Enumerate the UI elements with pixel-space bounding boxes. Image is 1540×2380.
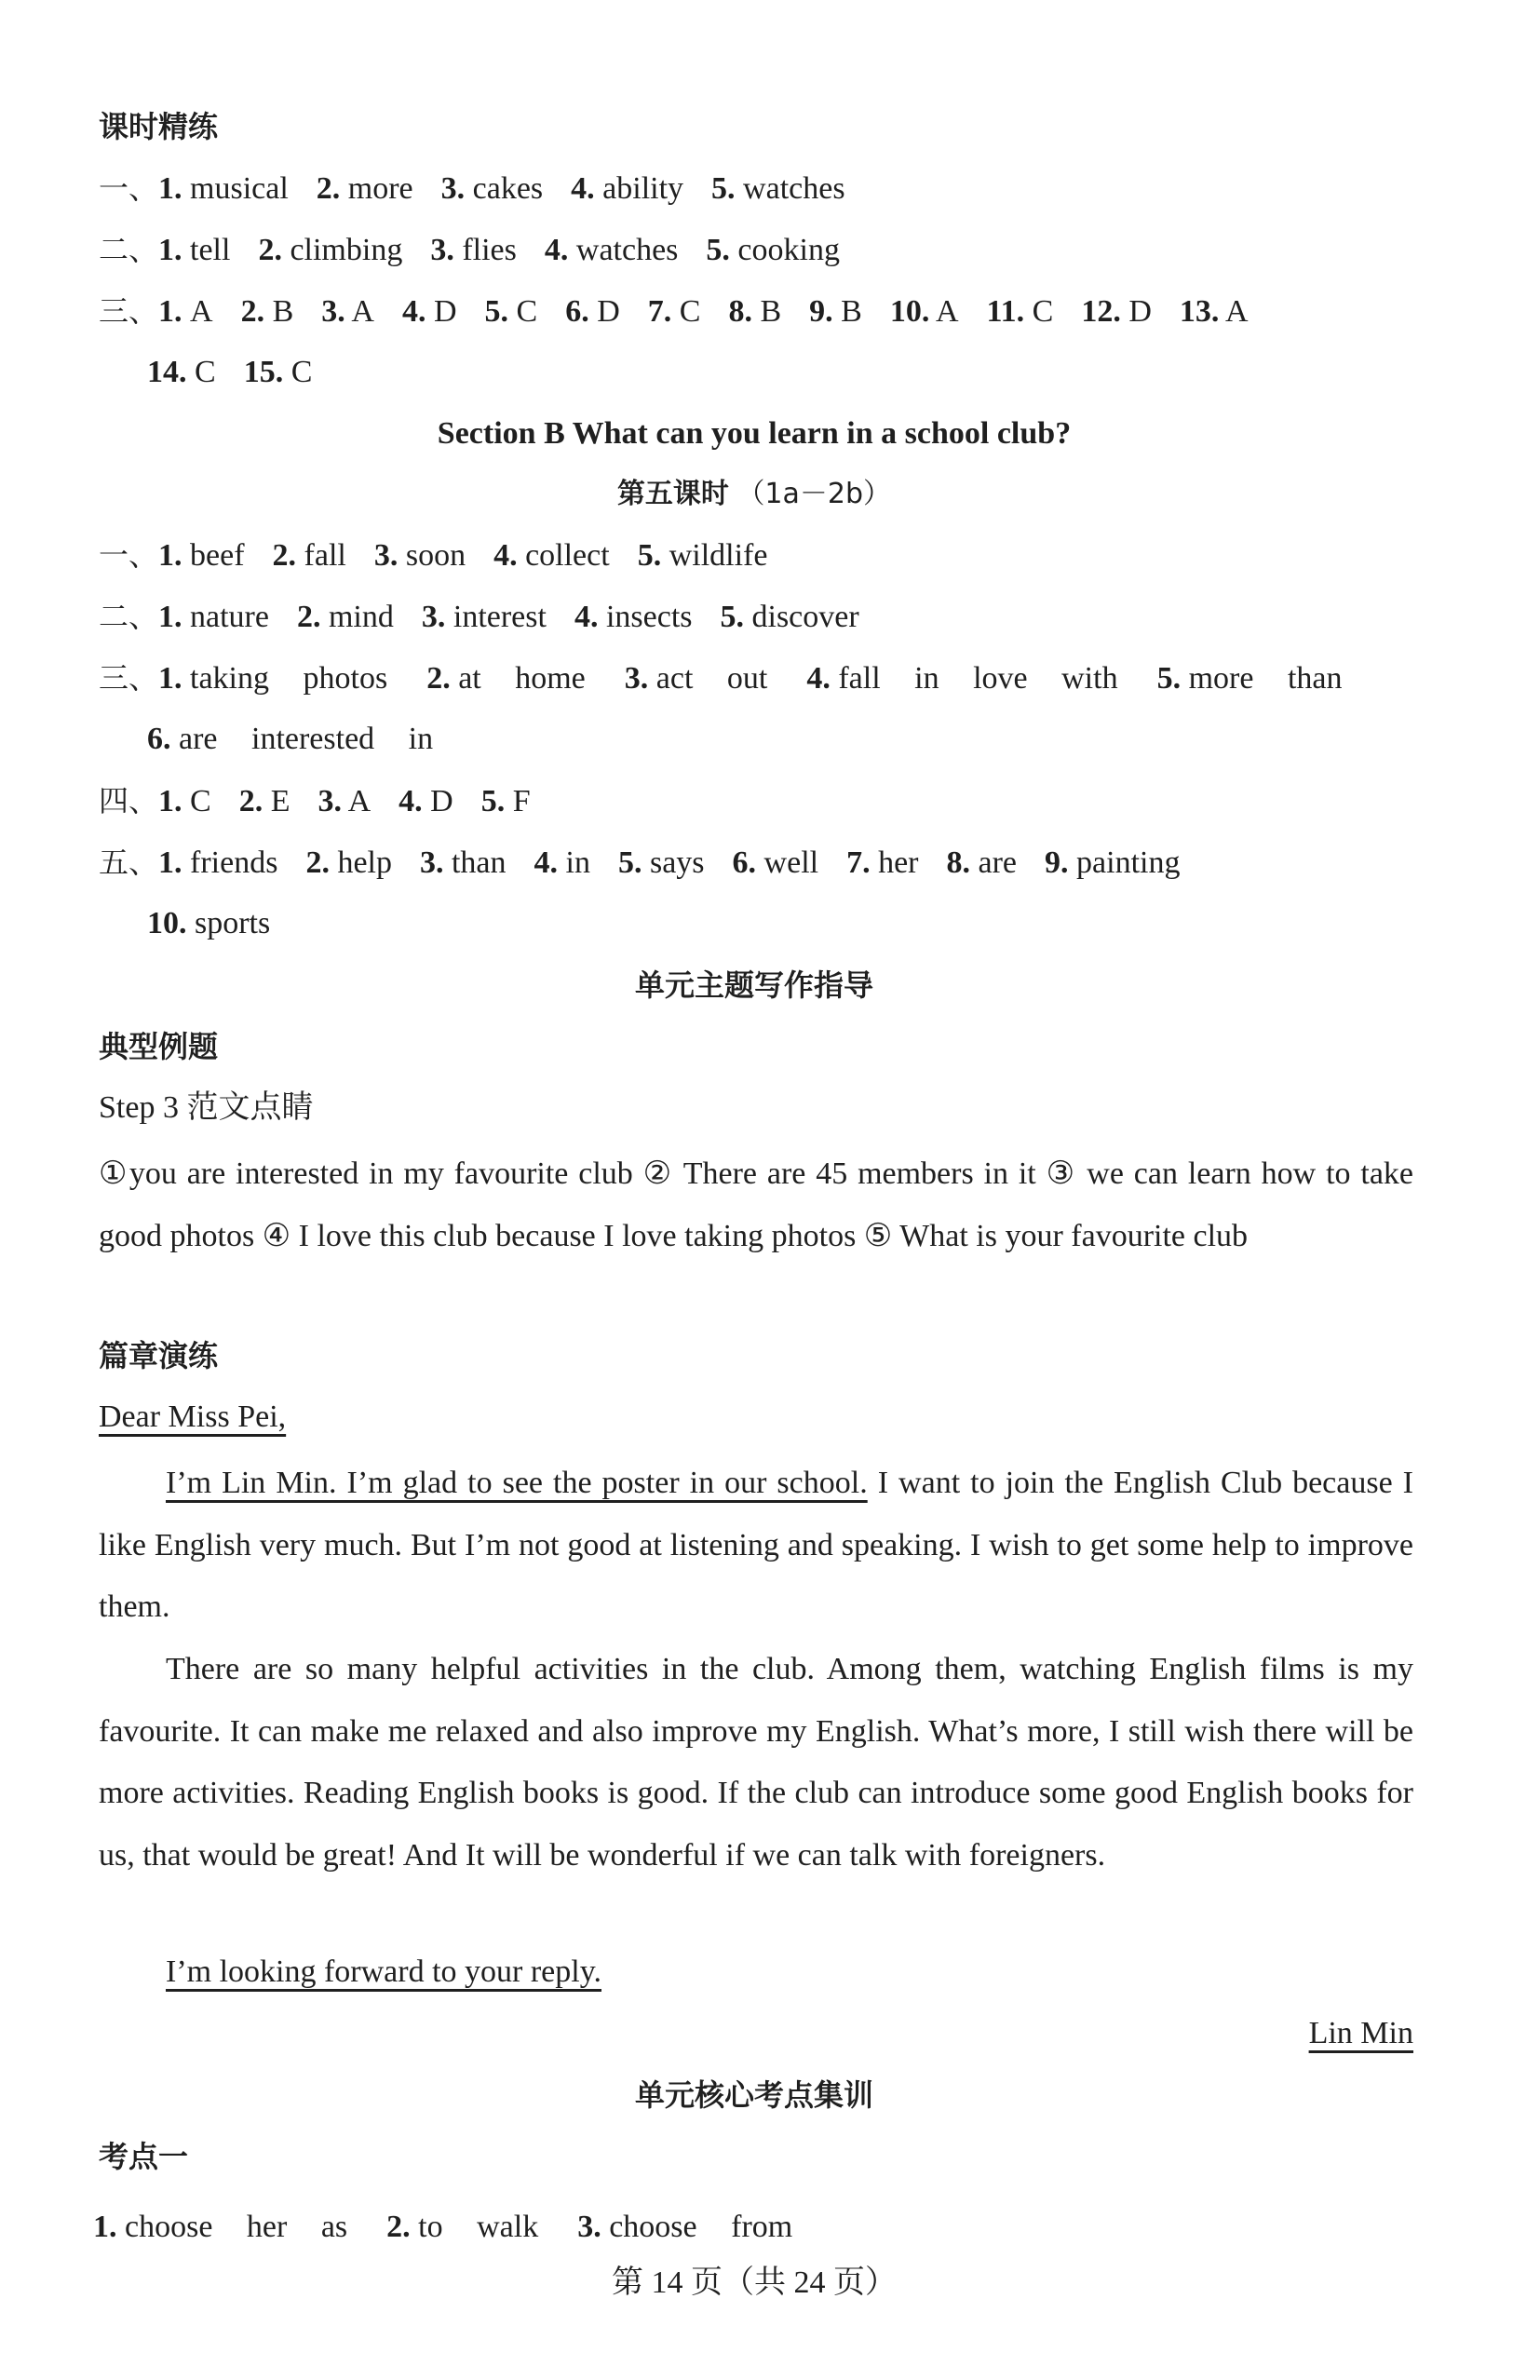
letter-greeting [99,1397,286,1438]
kaodian-title: 考点一 [99,2139,189,2174]
answer-value: act out [655,661,768,696]
letter-signature-text: Lin Min [1308,2016,1413,2050]
answer-value: climbing [290,233,403,267]
answer-item [890,294,959,329]
lesson-title: 第五课时 [616,478,729,510]
answer-value: watches [743,171,845,206]
answer-item [430,233,517,267]
practice-row-3 [99,291,1277,332]
answer-item [244,355,313,389]
answer-item [485,294,538,329]
answer-number: 4. [571,171,595,206]
answer-number: 14. [147,355,187,389]
answer-number: 13. [1179,294,1220,329]
answer-item [638,538,768,573]
answer-number: 1. [158,171,182,206]
answer-number: 2. [296,600,321,634]
answer-item [806,661,1117,696]
answer-item [728,294,781,329]
answer-item [321,294,374,329]
letter-p1-rest: I want to join the English Club because I like English very much. But I’m not good at listening and speaking. I wish to get some help to improve them. [99,1466,1413,1624]
answer-number: 2. [258,233,282,267]
answer-item [1045,845,1180,880]
answer-value: A [190,294,213,329]
answer-item [648,294,701,329]
answer-item [374,538,466,573]
answer-value: nature [190,600,269,634]
answer-number: 3. [624,661,649,696]
row-label: 一、 [99,537,159,573]
letter-signature [1309,2013,1413,2054]
answer-number: 2. [240,294,265,329]
answer-number: 10. [147,906,187,940]
answer-number: 9. [1045,845,1069,880]
answer-value: watches [575,233,679,267]
row-label: 五、 [99,845,159,880]
answer-value: collect [525,538,610,573]
answer-value: cakes [472,171,544,206]
answer-number: 1. [158,661,182,696]
answer-item [846,845,918,880]
answer-item [147,722,433,756]
answer-value: fall in love with [838,661,1118,696]
answer-value: D [597,294,620,329]
practice-row-2 [99,229,868,271]
practice-row-1 [99,168,873,210]
answer-item [158,538,245,573]
answer-number: 2. [316,171,341,206]
answer-item [625,661,768,696]
answer-item [93,2210,347,2244]
answer-item [1157,661,1343,696]
answer-number: 3. [577,2210,601,2244]
answer-item [574,600,693,634]
answer-item [158,600,269,634]
answer-number: 2. [305,845,330,880]
answer-value: B [760,294,782,329]
answer-number: 5. [720,600,744,634]
answer-item [147,355,216,389]
answer-value: painting [1076,845,1181,880]
answer-number: 1. [158,538,182,573]
answer-value: A [351,294,374,329]
answer-value: says [649,845,705,880]
answer-value: C [195,355,216,389]
answer-value: taking photos [190,661,388,696]
answer-number: 3. [419,845,444,880]
core-title: 单元核心考点集训 [634,2077,873,2113]
practice-row-3-cont [147,352,340,393]
answer-item [158,294,213,329]
answer-number: 4. [544,233,569,267]
answer-number: 6. [565,294,589,329]
row-label: 二、 [99,599,159,634]
letter-paragraph-2: There are so many helpful activities in the club. Among them, watching English films is my favourite. It can make me relaxed and also improve my English. What’s more, I still wish there will be more activities. Reading English books is good. If the club can introduce some good English books for us, that would be great! And It will be wonderful if we can talk with foreigners. [99,1652,1413,1873]
answer-value: more [347,171,413,206]
letter-paragraph-1 [99,1453,1413,1639]
answer-number: 7. [647,294,672,329]
answer-item [158,784,211,818]
row-label: 三、 [99,660,159,696]
answer-number: 1. [158,845,182,880]
answer-item [721,600,859,634]
page-footer: 第 14 页（共 24 页） [612,2265,897,2300]
answer-value: are interested in [179,722,434,756]
answer-number: 6. [147,722,171,756]
lesson-row-3 [99,657,1382,699]
answer-value: mind [328,600,394,634]
answer-value: than [451,845,507,880]
answer-item [305,845,392,880]
section-b-title: Section B What can you learn in a school club? [437,416,1072,451]
answer-value: A [347,784,371,818]
answer-value: insects [605,600,693,634]
answer-item [386,2210,538,2244]
step-label: Step 3 范文点睛 [99,1090,314,1125]
answer-value: help [337,845,392,880]
answer-item [239,784,290,818]
lesson-row-1 [99,534,795,576]
answer-value: flies [462,233,517,267]
answer-item [987,294,1054,329]
answer-item [317,784,371,818]
lesson-row-5 [99,842,1208,884]
answer-item [297,600,394,634]
answer-value: soon [405,538,466,573]
answer-value: are [978,845,1018,880]
answer-value: choose her as [125,2210,348,2244]
letter-p1-underlined: I’m Lin Min. I’m glad to see the poster in our school. [166,1466,868,1500]
answer-value: at home [458,661,586,696]
answer-value: C [290,355,313,389]
answer-number: 2. [426,661,451,696]
answer-item [809,294,862,329]
answer-number: 15. [243,355,284,389]
answer-value: D [430,784,453,818]
answer-item [571,171,683,206]
answer-item [258,233,402,267]
answer-value: more than [1188,661,1343,696]
answer-number: 3. [321,294,345,329]
answer-item [947,845,1018,880]
answer-number: 5. [706,233,730,267]
lesson-heading [0,473,1508,515]
answer-item [733,845,819,880]
answer-item [402,294,457,329]
letter-greeting-text: Dear Miss Pei, [99,1400,287,1434]
answer-item [534,845,590,880]
answer-number: 3. [440,171,466,206]
answer-number: 1. [158,294,182,329]
answer-item [422,600,547,634]
answer-value: A [1225,294,1249,329]
answer-number: 1. [158,233,182,267]
answer-value: friends [190,845,278,880]
answer-item [158,845,277,880]
lesson-row-2 [99,596,887,638]
answer-value: ability [602,171,684,206]
letter-closing [166,1952,601,1993]
answer-value: C [190,784,211,818]
answer-number: 1. [158,784,182,818]
answer-number: 9. [809,294,833,329]
answer-number: 2. [386,2210,411,2244]
answer-item [711,171,845,206]
answer-value: C [679,294,701,329]
answer-number: 4. [534,845,559,880]
answer-value: E [270,784,290,818]
practice-title: 课时精练 [99,109,219,144]
answer-value: interest [453,600,547,634]
answer-item [147,906,270,940]
answer-number: 8. [946,845,971,880]
answer-item [493,538,610,573]
answer-value: D [1128,294,1152,329]
answer-item [317,171,413,206]
answer-item [158,661,387,696]
answer-value: well [763,845,819,880]
answer-number: 5. [711,171,736,206]
lesson-row-4 [99,780,559,822]
row-label: 二、 [99,232,159,267]
answer-number: 3. [421,600,446,634]
answer-item [420,845,507,880]
answer-value: beef [190,538,245,573]
answer-value: B [841,294,862,329]
answer-number: 3. [430,233,454,267]
answer-number: 10. [889,294,930,329]
answer-value: B [272,294,294,329]
answer-value: to walk [418,2210,539,2244]
answer-value: her [878,845,919,880]
answer-number: 12. [1081,294,1121,329]
answer-number: 1. [158,600,182,634]
answer-value: C [1032,294,1054,329]
answer-item [1081,294,1152,329]
answer-item [618,845,705,880]
row-label: 三、 [99,293,159,329]
answer-value: discover [751,600,859,634]
answer-value: choose from [609,2210,793,2244]
answer-item [426,661,586,696]
typical-title: 典型例题 [99,1029,219,1064]
answer-number: 11. [986,294,1025,329]
lesson-range: （1a－2b） [736,478,892,510]
answer-number: 2. [272,538,297,573]
lesson-row-5-cont [147,903,298,944]
answer-value: D [433,294,457,329]
answer-number: 4. [401,294,426,329]
writing-title: 单元主题写作指导 [634,967,873,1003]
chapter-title: 篇章演练 [99,1338,219,1373]
answer-number: 5. [637,538,662,573]
answer-number: 4. [399,784,423,818]
answer-number: 4. [806,661,831,696]
answer-number: 5. [1156,661,1182,696]
answer-item [577,2210,792,2244]
answer-number: 6. [732,845,757,880]
answer-item [441,171,544,206]
answer-number: 5. [617,845,642,880]
answer-item [1180,294,1249,329]
answer-value: fall [304,538,346,573]
answer-value: wildlife [669,538,768,573]
answer-number: 1. [93,2210,117,2244]
answer-item [241,294,294,329]
answer-value: sports [195,906,271,940]
answer-value: F [512,784,531,818]
answer-number: 4. [574,600,599,634]
kaodian-row [93,2207,831,2248]
step-answers: ①you are interested in my favourite club ② There are 45 members in it ③ we can learn how to take good photos ④ I love this club because I love taking photos ⑤ What is your favourite club [99,1156,1413,1253]
answer-value: C [516,294,538,329]
answer-number: 5. [484,294,509,329]
answer-item [706,233,840,267]
answer-item [545,233,679,267]
answer-number: 4. [493,538,518,573]
answer-value: in [565,845,590,880]
answer-number: 8. [728,294,752,329]
row-label: 四、 [99,783,159,818]
answer-number: 7. [846,845,871,880]
answer-item [273,538,346,573]
letter-closing-text: I’m looking forward to your reply. [166,1954,602,1989]
answer-value: tell [190,233,231,267]
lesson-row-3-cont [147,719,472,760]
answer-number: 3. [373,538,399,573]
answer-value: cooking [737,233,840,267]
answer-number: 3. [317,784,342,818]
answer-value: A [935,294,959,329]
answer-item [399,784,453,818]
answer-item [158,171,289,206]
answer-item [158,233,230,267]
answer-number: 5. [480,784,506,818]
answer-item [481,784,531,818]
answer-value: musical [190,171,289,206]
row-label: 一、 [99,170,159,206]
answer-number: 2. [238,784,263,818]
answer-item [565,294,620,329]
